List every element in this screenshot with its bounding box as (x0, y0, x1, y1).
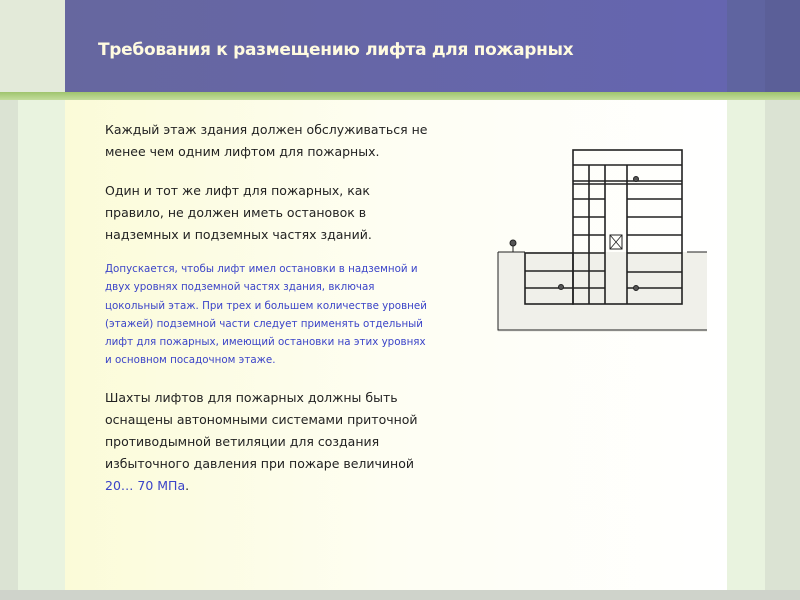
paragraph-3: Допускается, чтобы лифт имел остановки в надземной и двух уровнях подземной частях здания, включая цокольный этаж. При трех и большем количестве уровней (этажей) подземной части следует применять отдельный лифт для пожарных, имеющий остановки на этих уровнях и основном посадочном этаже. (105, 263, 427, 367)
header-right (727, 0, 765, 92)
building-elevator-diagram (497, 145, 707, 335)
paragraph-2: Один и тот же лифт для пожарных, как правило, не должен иметь остановок в надземных и подземных частях зданий. (105, 183, 372, 242)
header-right (765, 0, 800, 92)
pressure-value: 20… 70 МПа (105, 478, 186, 493)
paragraph-4-end: . (185, 478, 190, 493)
bottom-strip (0, 590, 800, 600)
paragraph-4-text: Шахты лифтов для пожарных должны быть оснащены автономными системами приточной противодымной ветиляции для создания избыточного давления при пожаре величиной (105, 390, 418, 471)
header-left (0, 0, 65, 92)
slide-title: Требования к размещению лифта для пожарных (98, 40, 574, 60)
paragraph-4 (105, 387, 435, 497)
paragraph-1: Каждый этаж здания должен обслуживаться не менее чем одним лифтом для пожарных. (105, 122, 428, 159)
accent-bar (0, 92, 800, 100)
